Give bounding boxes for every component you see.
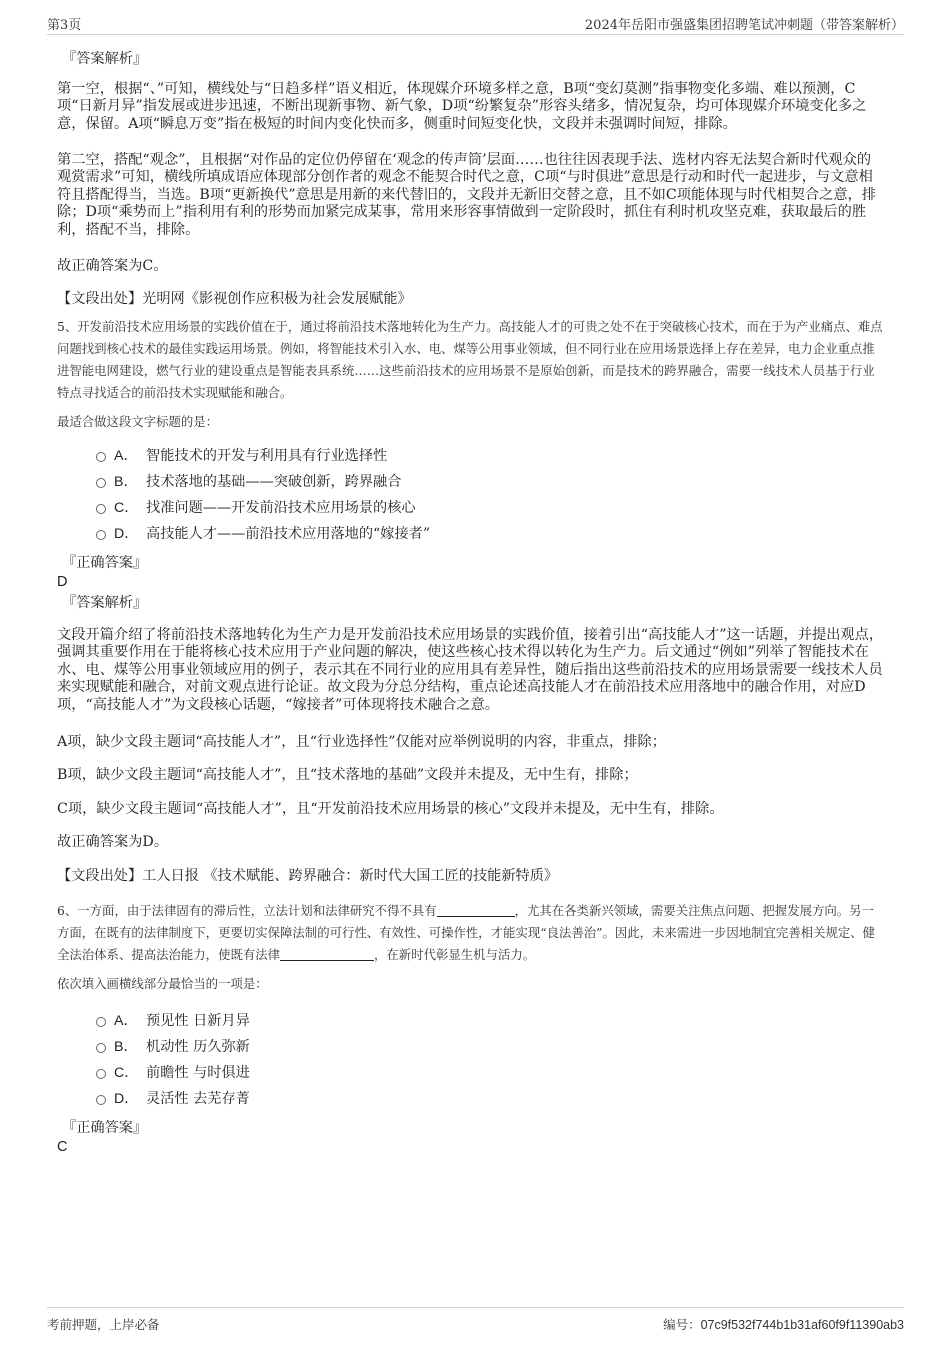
option-letter: A． bbox=[114, 1013, 138, 1029]
option-text: 前瞻性 与时俱进 bbox=[146, 1065, 250, 1081]
option-letter: B． bbox=[114, 474, 138, 490]
q5-correct-answer: D bbox=[57, 574, 68, 590]
option-text: 高技能人才——前沿技术应用落地的“嫁接者” bbox=[146, 526, 431, 542]
q5-exclude-a: A项，缺少文段主题词“高技能人才”，且“行业选择性”仅能对应举例说明的内容，非重点，排除； bbox=[57, 734, 667, 750]
option-letter: D． bbox=[114, 526, 139, 542]
q5-conclusion: 故正确答案为D。 bbox=[57, 834, 169, 850]
document-code: 编号：07c9f532f744b1b31af60f9f11390ab3 bbox=[663, 1318, 904, 1332]
q4-analysis-para1: 第一空，根据“、”可知，横线处与“日趋多样”语义相近，体现媒介环境多样之意，B项“变幻莫测”指事物变化多端、难以预测，C项“日新月异”指发展或进步迅速，不断出现新事物、新气象，D项“纷繁复杂”形容头绪多，情况复杂，均可体现媒介环境变化多之意，保留。A项“瞬息万变”指在极短的时间内变化快而多，侧重时间短变化快，文段并未强调时间短，排除。 bbox=[57, 81, 867, 132]
option-text: 预见性 日新月异 bbox=[146, 1013, 250, 1029]
q6-correct-label: 『正确答案』 bbox=[62, 1120, 148, 1136]
q4-analysis-para2: 第二空，搭配“观念”，且根据“对作品的定位仍停留在‘观念的传声筒’层面……也往往因表现手法、选材内容无法契合新时代观众的观赏需求”可知，横线所填成语应体现部分创作者的观念不能契合时代之意，C项“与时俱进”意思是行动和时代一起进步，与文意相符且搭配得当，当选。B项“更新换代”意思是用新的来代替旧的，文段并无新旧交替之意，且不如C项能体现与时代相契合之意，排除；D项“乘势而上”指利用有利的形势而加紧完成某事，常用来形容事情做到一定阶段时，抓住有利时机攻坚克难，获取最后的胜利，搭配不当，排除。 bbox=[57, 152, 877, 238]
q5-analysis: 文段开篇介绍了将前沿技术落地转化为生产力是开发前沿技术应用场景的实践价值，接着引出“高技能人才”这一话题，并提出观点，强调其重要作用在于能将核心技术应用于产业问题的解决，使这些核心技术得以转化为生产力。后文通过“例如”列举了智能技术在水、电、煤等公用事业领域应用的例子，表示其在不同行业的应用具有差异性，随后指出这些前沿技术的应用场景需要一线技术人员来实现赋能和融合，对前文观点进行论证。故文段为分总分结构，重点论述高技能人才在前沿技术应用落地中的融合作用，对应D项，“高技能人才”为文段核心话题，“嫁接者”可体现将技术融合之意。 bbox=[57, 627, 884, 713]
q6-prompt: 依次填入画横线部分最恰当的一项是： bbox=[57, 976, 268, 991]
q5-prompt: 最适合做这段文字标题的是： bbox=[57, 414, 219, 429]
option-text: 智能技术的开发与利用具有行业选择性 bbox=[146, 448, 388, 464]
q5-exclude-b: B项，缺少文段主题词“高技能人才”，且“技术落地的基础”文段并未提及，无中生有，排除； bbox=[57, 767, 638, 783]
q6-option-c[interactable] bbox=[96, 1063, 250, 1083]
q5-source: 【文段出处】工人日报 《技术赋能、跨界融合：新时代大国工匠的技能新特质》 bbox=[57, 868, 559, 884]
q4-analysis-label: 『答案解析』 bbox=[62, 51, 148, 67]
option-letter: D． bbox=[114, 1091, 139, 1107]
option-text: 机动性 历久弥新 bbox=[146, 1039, 250, 1055]
footer-slogan: 考前押题，上岸必备 bbox=[47, 1317, 160, 1332]
option-text: 找准问题——开发前沿技术应用场景的核心 bbox=[146, 500, 416, 516]
q5-option-a[interactable] bbox=[96, 446, 387, 466]
option-letter: A． bbox=[114, 448, 138, 464]
page-header bbox=[47, 10, 904, 35]
document-title: 2024年岳阳市强盛集团招聘笔试冲刺题（带答案解析） bbox=[584, 18, 904, 33]
radio-button-icon[interactable] bbox=[96, 1043, 106, 1053]
radio-button-icon[interactable] bbox=[96, 452, 106, 462]
q6-option-d[interactable] bbox=[96, 1089, 250, 1109]
q6-option-a[interactable] bbox=[96, 1011, 250, 1031]
q5-exclude-c: C项，缺少文段主题词“高技能人才”，且“开发前沿技术应用场景的核心”文段并未提及，无中生有，排除。 bbox=[57, 801, 724, 817]
q6-blank-1[interactable] bbox=[437, 904, 515, 917]
q5-option-d[interactable] bbox=[96, 524, 430, 544]
option-letter: C． bbox=[114, 500, 139, 516]
page-footer bbox=[47, 1307, 904, 1336]
option-text: 技术落地的基础——突破创新，跨界融合 bbox=[146, 474, 402, 490]
q6-stem-part2: ，尤其在各类新兴领域，需要关注焦点问题、把握发展方向。另一方面，在既有的法律制度下，更要切实保障法制的可行性、有效性、可操作性，才能实现“良法善治”。因此，未来需进一步因地制宜完善相关规定、健全法治体系、提高法治能力，使既有法律 bbox=[57, 903, 876, 962]
option-letter: B． bbox=[114, 1039, 138, 1055]
q5-option-b[interactable] bbox=[96, 472, 401, 492]
radio-button-icon[interactable] bbox=[96, 1069, 106, 1079]
radio-button-icon[interactable] bbox=[96, 478, 106, 488]
radio-button-icon[interactable] bbox=[96, 504, 106, 514]
q6-stem-part3: ，在新时代彰显生机与活力。 bbox=[374, 947, 536, 962]
q6-option-b[interactable] bbox=[96, 1037, 250, 1057]
q6-stem bbox=[57, 900, 885, 966]
q4-source: 【文段出处】光明网《影视创作应积极为社会发展赋能》 bbox=[57, 291, 412, 307]
q5-analysis-label: 『答案解析』 bbox=[62, 595, 148, 611]
q4-conclusion: 故正确答案为C。 bbox=[57, 258, 168, 274]
radio-button-icon[interactable] bbox=[96, 1017, 106, 1027]
q6-blank-2[interactable] bbox=[280, 948, 374, 961]
radio-button-icon[interactable] bbox=[96, 1095, 106, 1105]
radio-button-icon[interactable] bbox=[96, 530, 106, 540]
q5-correct-label: 『正确答案』 bbox=[62, 555, 148, 571]
q6-correct-answer: C bbox=[57, 1139, 68, 1155]
option-text: 灵活性 去芜存菁 bbox=[146, 1091, 250, 1107]
page-number: 第3页 bbox=[47, 18, 82, 33]
q6-stem-part1: 6、一方面，由于法律固有的滞后性，立法计划和法律研究不得不具有 bbox=[57, 903, 437, 918]
q5-option-c[interactable] bbox=[96, 498, 416, 518]
q5-stem: 5、开发前沿技术应用场景的实践价值在于，通过将前沿技术落地转化为生产力。高技能人才的可贵之处不在于突破核心技术，而在于为产业痛点、难点问题找到核心技术的最佳实践运用场景。例如，将智能技术引入水、电、煤等公用事业领域，但不同行业在应用场景选择上存在差异，电力企业重点推进智能电网建设，燃气行业的建设重点是智能表具系统……这些前沿技术的应用场景不是原始创新，而是技术的跨界融合，需要一线技术人员基于行业特点寻找适合的前沿技术实现赋能和融合。 bbox=[57, 319, 883, 400]
option-letter: C． bbox=[114, 1065, 139, 1081]
